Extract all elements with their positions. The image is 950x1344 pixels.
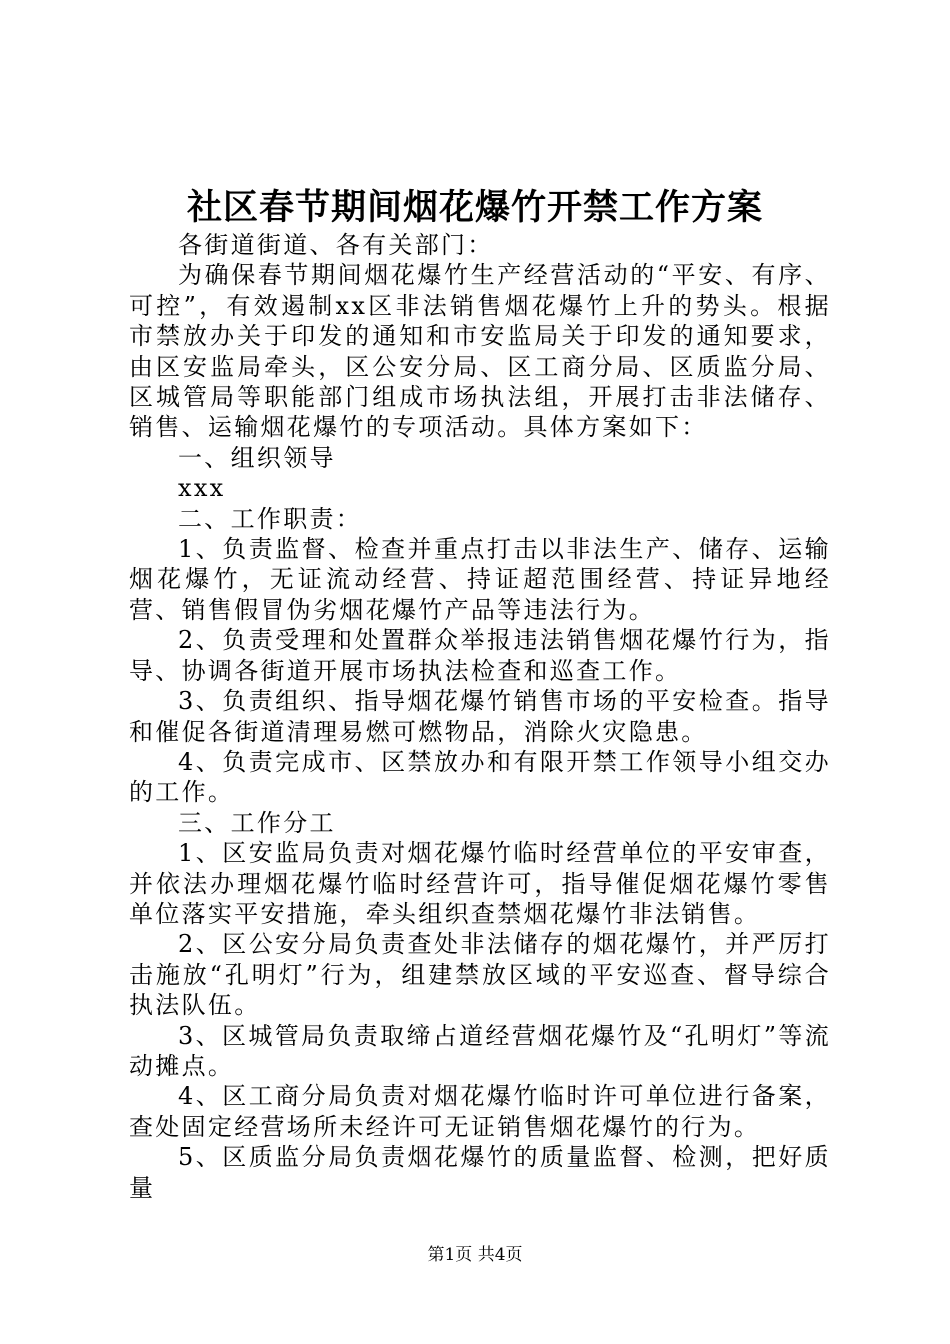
section-heading-division: 三、工作分工 (178, 808, 336, 837)
division-item: 1、区安监局负责对烟花爆竹临时经营单位的平安审查，并依法办理烟花爆竹临时经营许可，指导催促烟花爆竹零售单位落实平安措施，牵头组织查禁烟花爆竹非法销售。 (129, 839, 831, 928)
division-item: 4、区工商分局负责对烟花爆竹临时许可单位进行备案，查处固定经营场所未经许可无证销售烟花爆竹的行为。 (129, 1082, 831, 1141)
duty-item: 3、负责组织、指导烟花爆竹销售市场的平安检查。指导和催促各街道清理易燃可燃物品，消除火灾隐患。 (129, 687, 831, 746)
section-heading-organization: 一、组织领导 (178, 443, 336, 472)
page-title: 社区春节期间烟花爆竹开禁工作方案 (186, 187, 763, 228)
division-item: 5、区质监分局负责烟花爆竹的质量监督、检测，把好质量 (129, 1143, 831, 1202)
section-heading-duties: 二、工作职责： (178, 504, 363, 533)
salutation: 各街道街道、各有关部门： (178, 231, 494, 259)
document-body (129, 230, 831, 1203)
intro-paragraph: 为确保春节期间烟花爆竹生产经营活动的“平安、有序、可控”，有效遏制xx区非法销售烟花爆竹上升的势头。根据市禁放办关于印发的通知和市安监局关于印发的通知要求，由区安监局牵头，区公安分局、区工商分局、区质监分局、区城管局等职能部门组成市场执法组，开展打击非法储存、销售、运输烟花爆竹的专项活动。具体方案如下： (129, 261, 831, 442)
duty-item: 4、负责完成市、区禁放办和有限开禁工作领导小组交办的工作。 (129, 747, 831, 807)
duty-item: 1、负责监督、检查并重点打击以非法生产、储存、运输烟花爆竹，无证流动经营、持证超范围经营、持证异地经营、销售假冒伪劣烟花爆竹产品等违法行为。 (129, 535, 831, 624)
page-number-footer: 第1页 共4页 (427, 1245, 523, 1265)
division-item: 2、区公安分局负责查处非法储存的烟花爆竹，并严厉打击施放“孔明灯”行为，组建禁放区域的平安巡查、督导综合执法队伍。 (129, 930, 831, 1020)
organization-leader: xxx (178, 474, 226, 503)
division-item: 3、区城管局负责取缔占道经营烟花爆竹及“孔明灯”等流动摊点。 (129, 1021, 831, 1080)
duty-item: 2、负责受理和处置群众举报违法销售烟花爆竹行为，指导、协调各街道开展市场执法检查和巡查工作。 (129, 626, 831, 685)
